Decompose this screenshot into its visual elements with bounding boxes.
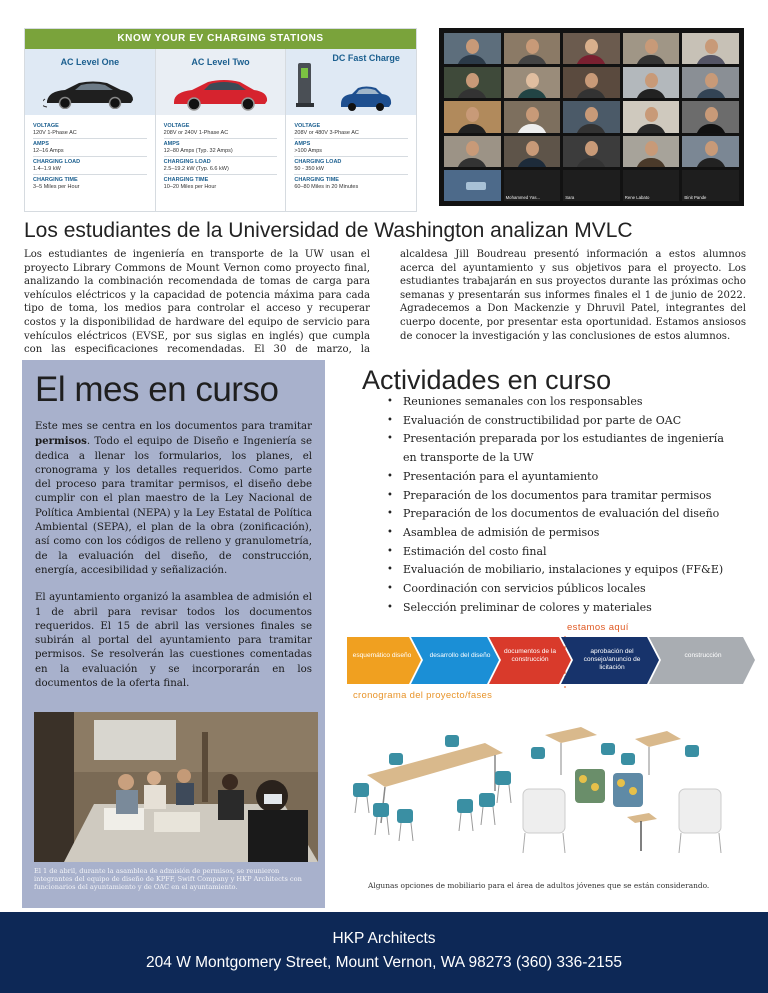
phase-label: aprobación del consejo/anuncio de licitación	[583, 648, 641, 671]
spec-label: CHARGING TIME	[163, 177, 209, 183]
participant-tile	[504, 136, 561, 167]
ev-column-title: DC Fast Charge	[332, 53, 400, 63]
participant-tile	[623, 136, 680, 167]
participant-name: Binit Pande	[684, 195, 707, 200]
blue-car-icon	[338, 85, 394, 111]
participant-tile	[444, 136, 501, 167]
participant-name: Mohammed Yas...	[505, 195, 541, 200]
participant-tile	[444, 170, 501, 201]
company-name: HKP Architects	[332, 930, 436, 947]
participant-tile	[682, 101, 739, 132]
participant-tile	[504, 101, 561, 132]
activities-list	[385, 393, 755, 617]
timeline-label: cronograma del proyecto/fases	[353, 690, 493, 701]
permits-emphasis: permisos	[35, 435, 87, 448]
participant-tile	[444, 67, 501, 98]
infographic-title: KNOW YOUR EV CHARGING STATIONS	[25, 29, 416, 49]
participant-tile	[563, 136, 620, 167]
list-item: • Evaluación de mobiliario, instalaciones y equipos (FF&E)	[385, 561, 755, 580]
list-item: • Reuniones semanales con los responsables	[385, 393, 755, 412]
furniture-renderings	[345, 713, 740, 878]
phase-arrow-4	[649, 637, 755, 684]
spec-label: CHARGING TIME	[33, 177, 78, 183]
list-item: • Selección preliminar de colores y materiales	[385, 599, 755, 618]
spec-label: CHARGING TIME	[294, 177, 339, 183]
list-item: • Presentación preparada por los estudiantes de ingeniería en transporte de la UW	[385, 430, 755, 467]
ev-column-level-two	[156, 49, 287, 211]
current-phase-marker: estamos aquí	[567, 622, 629, 633]
spec-value: 50 - 350 kW	[294, 166, 324, 172]
ev-column-title: AC Level Two	[191, 57, 250, 67]
participant-tile	[563, 101, 620, 132]
article-headline: Los estudiantes de la Universidad de Washington analizan MVLC	[24, 219, 633, 242]
spec-label: VOLTAGE	[163, 123, 190, 129]
ev-column-title: AC Level One	[60, 57, 120, 67]
ev-column-level-one	[25, 49, 156, 211]
participant-tile	[444, 101, 501, 132]
participant-name: Rene Labato	[624, 195, 650, 200]
spec-value: 208V or 480V 3-Phase AC	[294, 130, 359, 136]
video-call-screenshot	[439, 28, 744, 206]
phase-arrow-1	[411, 637, 499, 684]
participant-tile	[563, 67, 620, 98]
spec-value: 60–80 Miles in 20 Minutes	[294, 184, 359, 190]
current-month-panel	[22, 360, 325, 908]
spec-value: 120V 1-Phase AC	[33, 130, 77, 136]
phase-label: construcción	[684, 652, 722, 659]
participant-tile	[563, 170, 620, 201]
participant-tile	[504, 170, 561, 201]
charging-station-icon	[296, 61, 314, 107]
spec-label: VOLTAGE	[33, 123, 59, 129]
participant-tile	[623, 33, 680, 64]
spec-value: 10–20 Miles per Hour	[163, 184, 217, 190]
participant-name: Sara	[565, 195, 575, 200]
participant-tile	[623, 67, 680, 98]
participant-tile	[682, 67, 739, 98]
participant-tile	[504, 33, 561, 64]
spec-label: CHARGING LOAD	[163, 159, 211, 165]
ev-charging-infographic	[24, 28, 417, 212]
black-car-icon	[43, 79, 135, 109]
project-timeline	[347, 622, 757, 710]
spec-label: AMPS	[294, 141, 311, 147]
ev-column-dc-fast	[286, 49, 416, 211]
list-item: • Presentación para el ayuntamiento	[385, 468, 755, 487]
spec-value: 12–80 Amps (Typ. 32 Amps)	[163, 148, 233, 154]
spec-label: AMPS	[33, 141, 49, 147]
participant-tile	[623, 170, 680, 201]
participant-tile	[682, 33, 739, 64]
list-item: • Evaluación de constructibilidad por parte de OAC	[385, 412, 755, 431]
list-item: • Estimación del costo final	[385, 543, 755, 562]
current-month-paragraph-2: El ayuntamiento organizó la asamblea de admisión el 1 de abril para revisar todos los documentos requeridos. El 15 de abril las versiones finales se subirán al portal del ayuntamiento para tramitar permisos. Se resolverán las cuestiones comentadas en la evaluación y se incorporarán en los documentos de la oferta final.	[35, 592, 312, 690]
footer	[0, 912, 768, 993]
participant-tile	[504, 67, 561, 98]
participant-tile	[682, 136, 739, 167]
photo-caption: El 1 de abril, durante la asamblea de admisión de permisos, se reunieron integrantes del equipo de diseño de KPFF, Swift Company y HKP Architects con funcionarios del ayuntamiento y de OAC en el ayuntamiento.	[34, 867, 302, 891]
spec-label: AMPS	[163, 141, 180, 147]
article-body: Los estudiantes de ingeniería en transporte de la UW usan el proyecto Library Commons de Mount Vernon como proyecto final, analizando la combinación recomendada de tomas de carga para vehículos eléctricos y la capacidad de potencia máxima para cada tipo de toma, los medios para controlar el acceso y recuperar costos y la disponibilidad de hardware del equipo de servicio para vehículos eléctricos (EVSE, por sus siglas en inglés) que cumpla con las especificaciones recomendadas. El 30 de marzo, la alcaldesa Jill Boudreau presentó información a estos alumnos acerca del ayuntamiento y sus objetivos para el proyecto. Los estudiantes trabajarán en sus proyectos durante las próximas ocho semanas y presentarán sus informes finales el 1 de junio de 2022. Agradecemos a Don Mackenzie y Dhruvil Patel, integrantes del cuerpo docente, por presentar esta oportunidad. Estamos ansiosos de conocer la investigación y las conclusiones de estos alumnos.	[24, 249, 746, 356]
spec-value: 1.4–1.9 kW	[33, 166, 61, 172]
company-address: 204 W Montgomery Street, Mount Vernon, WA 98273 (360) 336-2155	[146, 954, 622, 971]
spec-value: >100 Amps	[294, 148, 323, 154]
activities-title: Actividades en curso	[362, 365, 612, 395]
spec-label: VOLTAGE	[294, 123, 321, 129]
participant-tile	[444, 33, 501, 64]
spec-label: CHARGING LOAD	[33, 159, 81, 165]
spec-value: 208V or 240V 1-Phase AC	[163, 130, 229, 136]
red-car-icon	[170, 77, 270, 111]
meeting-photo	[34, 712, 318, 862]
list-item: • Preparación de los documentos de evaluación del diseño	[385, 505, 755, 524]
furniture-caption: Algunas opciones de mobiliario para el área de adultos jóvenes que se están considerando.	[368, 881, 710, 890]
current-month-title: El mes en curso	[35, 370, 279, 409]
spec-label: CHARGING LOAD	[294, 159, 342, 165]
participant-tile	[682, 170, 739, 201]
spec-value: 2.5–19.2 kW (Typ. 6.6 kW)	[163, 166, 229, 172]
list-item: • Asamblea de admisión de permisos	[385, 524, 755, 543]
list-item: • Coordinación con servicios públicos locales	[385, 580, 755, 599]
phase-label: esquemático diseño	[352, 652, 412, 659]
current-month-body	[35, 420, 312, 704]
phase-arrow-0	[347, 637, 421, 684]
spec-value: 12–16 Amps	[33, 148, 64, 154]
phase-label: documentos de la construcción	[503, 648, 557, 663]
spec-value: 3–5 Miles per Hour	[33, 184, 80, 190]
participant-tile	[623, 101, 680, 132]
phase-label: desarrollo del diseño	[429, 652, 491, 659]
current-month-paragraph-1: Este mes se centra en los documentos para tramitar permisos. Todo el equipo de Diseño e Ingeniería se dedica a llenar los formularios, los planes, el cronograma y los detalles requeridos. Como parte del proceso para tramitar permisos, el diseño debe cumplir con el plan maestro de la Ley Nacional de Política Ambiental (NEPA) y la Ley Estatal de Política Ambiental (SEPA), el plan de la obra (zonificación), así como con los códigos de relleno y granulometría, de la evaluación del diseño, de construcción, energía, accesibilidad y señalización.	[35, 421, 312, 576]
list-item: • Preparación de los documentos para tramitar permisos	[385, 487, 755, 506]
participant-tile	[563, 33, 620, 64]
